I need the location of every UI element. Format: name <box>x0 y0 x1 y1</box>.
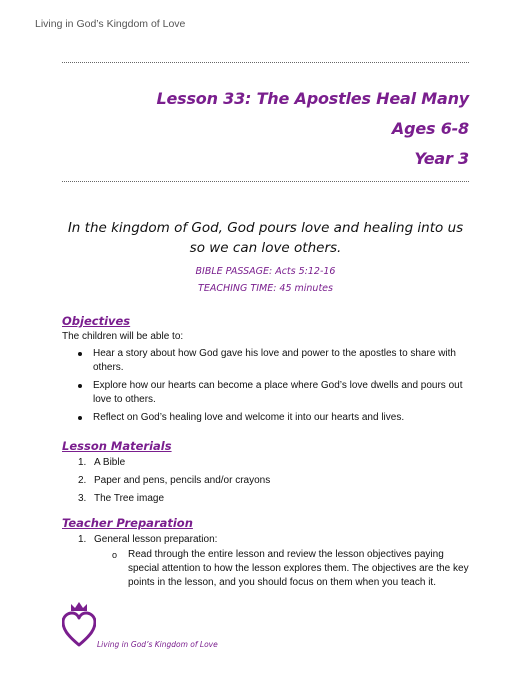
preparation-heading: Teacher Preparation <box>62 516 193 530</box>
bullet-icon <box>78 416 82 420</box>
objectives-intro: The children will be able to: <box>62 331 184 342</box>
material-text: A Bible <box>94 457 126 468</box>
year-label: Year 3 <box>414 149 469 168</box>
bible-passage: BIBLE PASSAGE: Acts 5:12-16 <box>195 266 336 277</box>
preparation-sublist <box>112 548 472 590</box>
bullet-icon <box>78 384 82 388</box>
divider-bottom <box>62 181 469 182</box>
sub-bullet-icon: o <box>112 550 118 560</box>
objectives-heading: Objectives <box>62 314 131 328</box>
objectives-list <box>78 347 473 429</box>
item-number: 2. <box>78 475 87 486</box>
material-text: Paper and pens, pencils and/or crayons <box>94 475 271 486</box>
lesson-title: Lesson 33: The Apostles Heal Many <box>156 89 469 108</box>
item-number: 1. <box>78 457 87 468</box>
list-item <box>78 533 473 547</box>
preparation-text: General lesson preparation: <box>94 534 218 545</box>
list-item <box>78 474 473 488</box>
sub-item-text: Read through the entire lesson and review the lesson objectives paying special attention to how the lesson explores them. The objectives are the key points in the lesson, and you should focus on them when you teach it. <box>128 549 469 588</box>
materials-heading: Lesson Materials <box>62 439 172 453</box>
list-item <box>78 347 473 375</box>
list-item <box>78 492 473 506</box>
teaching-time: TEACHING TIME: 45 minutes <box>198 283 333 294</box>
item-number: 1. <box>78 534 87 545</box>
footer-title: Living in God’s Kingdom of Love <box>97 640 218 649</box>
materials-list <box>78 456 473 510</box>
list-item <box>78 456 473 470</box>
list-item <box>78 379 473 407</box>
objective-text: Hear a story about how God gave his love and power to the apostles to share with others. <box>93 348 456 373</box>
list-item <box>78 411 473 425</box>
ages-label: Ages 6-8 <box>391 119 469 138</box>
objective-text: Explore how our hearts can become a place where God’s love dwells and pours out love to others. <box>93 380 463 405</box>
list-item <box>112 548 472 590</box>
running-header: Living in God’s Kingdom of Love <box>35 18 186 30</box>
material-text: The Tree image <box>94 493 165 504</box>
bullet-icon <box>78 352 82 356</box>
theme-statement: In the kingdom of God, God pours love and healing into us so we can love others. <box>67 220 464 256</box>
divider-top <box>62 62 469 63</box>
item-number: 3. <box>78 493 87 504</box>
objective-text: Reflect on God’s healing love and welcome it into our hearts and lives. <box>93 412 405 423</box>
crown-heart-icon <box>62 601 96 649</box>
